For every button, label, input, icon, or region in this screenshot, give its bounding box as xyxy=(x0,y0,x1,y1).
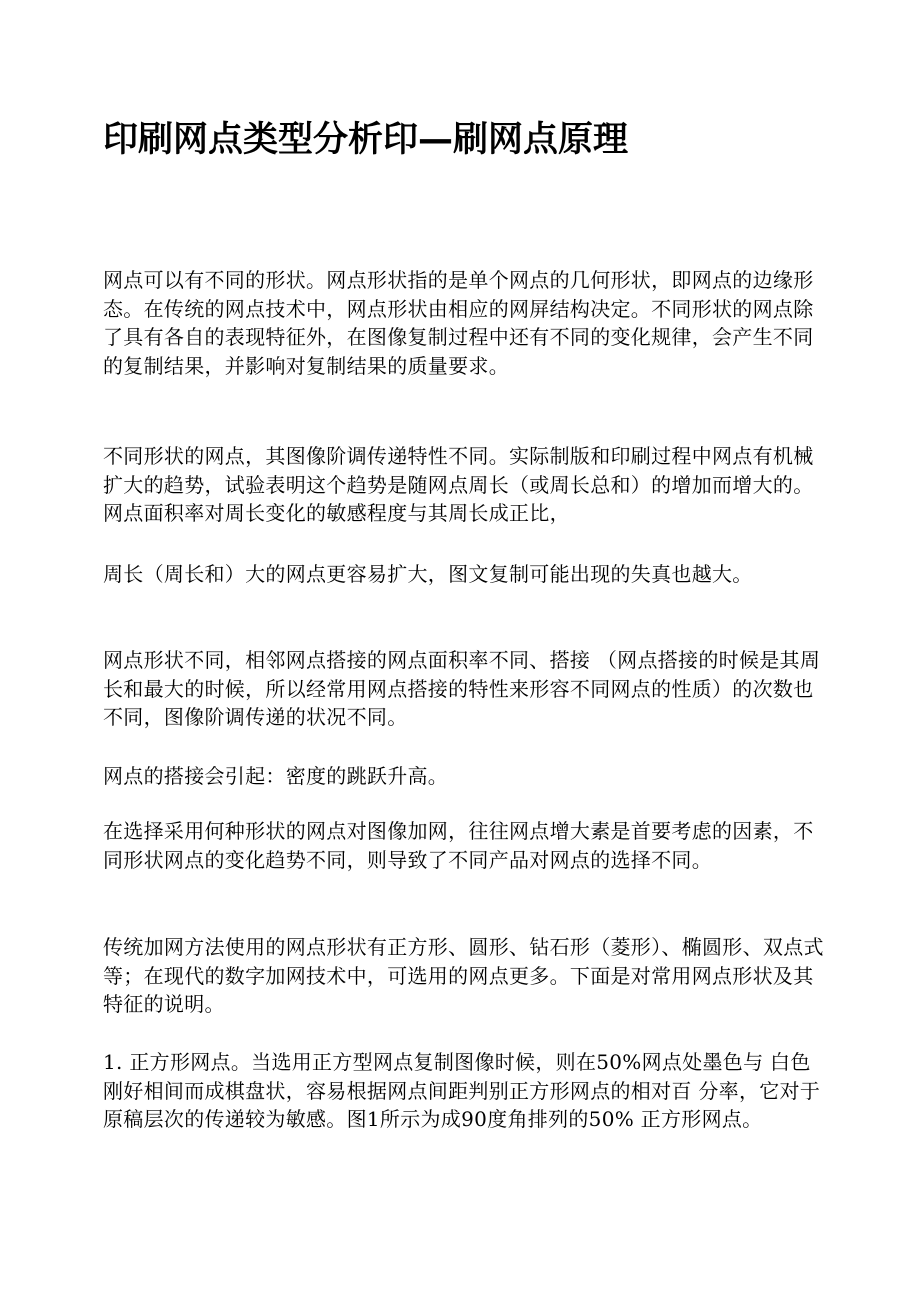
paragraph-dot-shapes-intro: 网点可以有不同的形状。网点形状指的是单个网点的几何形状，即网点的边缘形态。在传统的网点技术中，网点形状由相应的网屏结构决定。不同形状的网点除了具有各自的表现特征外，在图像复制过程中还有不同的变化规律，会产生不同的复制结果，并影响对复制结果的质量要求。 xyxy=(103,268,814,378)
paragraph-tone-transfer: 不同形状的网点，其图像阶调传递特性不同。实际制版和印刷过程中网点有机械扩大的趋势，试验表明这个趋势是随网点周长（或周长总和）的增加而增大的。网点面积率对周长变化的敏感程度与其周长成正比， xyxy=(103,444,814,525)
paragraph-density-jump: 网点的搭接会引起：密度的跳跃升高。 xyxy=(103,764,449,788)
paragraph-square-dot: 1. 正方形网点。当选用正方型网点复制图像时候，则在50%网点处墨色与 白色刚好相间而成棋盘状，容易根据网点间距判别正方形网点的相对百 分率，它对于原稿层次的传递较为敏感。图1所示为成90度角排列的50% 正方形网点。 xyxy=(103,1050,821,1131)
document-title: 印刷网点类型分析印—刷网点原理 xyxy=(103,120,629,160)
paragraph-traditional-shapes: 传统加网方法使用的网点形状有正方形、圆形、钻石形（菱形）、椭圆形、双点式等；在现代的数字加网技术中，可选用的网点更多。下面是对常用网点形状及其特征的说明。 xyxy=(103,935,824,1016)
paragraph-dot-joining: 网点形状不同，相邻网点搭接的网点面积率不同、搭接 （网点搭接的时候是其周长和最大的时候，所以经常用网点搭接的特性来形容不同网点的性质）的次数也不同，图像阶调传递的状况不同。 xyxy=(103,648,821,729)
paragraph-dot-selection: 在选择采用何种形状的网点对图像加网，往往网点增大素是首要考虑的因素，不同形状网点的变化趋势不同，则导致了不同产品对网点的选择不同。 xyxy=(103,819,814,872)
paragraph-perimeter-distortion: 周长（周长和）大的网点更容易扩大，图文复制可能出现的失真也越大。 xyxy=(103,562,753,586)
